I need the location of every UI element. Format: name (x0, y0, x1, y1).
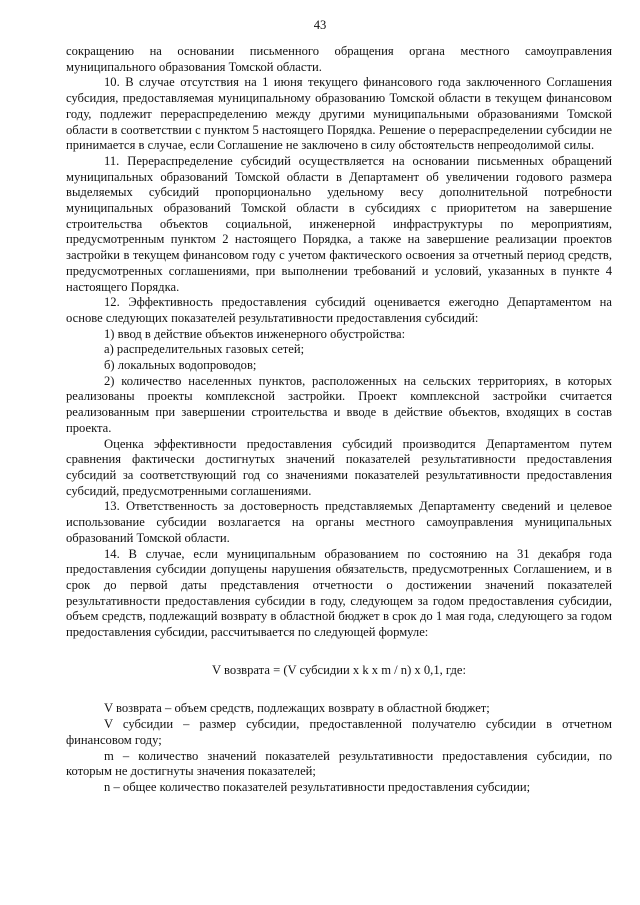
paragraph-evaluation: Оценка эффективности предоставления субсидий производится Департаментом путем сравнения фактически достигнутых значений показателей результативности предоставления субсидий за соответствующий год со значениями показателей результативности предоставления субсидий, предусмотренными соглашениями. (66, 436, 612, 498)
paragraph-item-13: 13. Ответственность за достоверность представляемых Департаменту сведений и целевое использование субсидии возлагается на органы местного самоуправления муниципальных образований Томской области. (66, 499, 612, 545)
list-item-b: б) локальных водопроводов; (104, 358, 257, 373)
list-item-1: 1) ввод в действие объектов инженерного обустройства: (104, 326, 406, 341)
paragraph-item-10: 10. В случае отсутствия на 1 июня текущего финансового года заключенного Соглашения субсидия, предоставляемая муниципальному образованию Томской области в текущем финансовом году, подлежит перераспределению между другими муниципальными образованиями Томской области в соответствии с пунктом 5 настоящего Порядка. Решение о перераспределении субсидии не принимается в случае, если Соглашение не заключено в силу обстоятельств непреодолимой силы. (66, 75, 612, 153)
definition-m: m – количество значений показателей результативности предоставления субсидии, по которым не достигнуты значения показателей; (66, 748, 612, 779)
paragraph-item-12: 12. Эффективность предоставления субсидий оценивается ежегодно Департаментом на основе следующих показателей результативности предоставления субсидий: (66, 295, 612, 325)
paragraph-continuation: сокращению на основании письменного обращения органа местного самоуправления муниципального образования Томской области. (66, 44, 612, 74)
definition-n: n – общее количество показателей результативности предоставления субсидии; (104, 779, 531, 794)
page-number: 43 (313, 18, 327, 32)
paragraph-item-14: 14. В случае, если муниципальным образованием по состоянию на 31 декабря года предоставления субсидии допущены нарушения обязательств, предусмотренных Соглашением, и в срок до первой даты представления отчетности о достижении значений показателей результативности предоставления субсидии в году, следующем за годом предоставления субсидии, объем средств, подлежащий возврату в областной бюджет в срок до 1 мая года, следующего за годом предоставления субсидии, рассчитывается по следующей формуле: (66, 546, 612, 640)
list-item-2: 2) количество населенных пунктов, расположенных на сельских территориях, в которых реализованы проекты комплексной застройки. Проект комплексной застройки считается реализованным при завершении строительства и вводе в действие объектов, входящих в состав проекта. (66, 373, 612, 435)
formula: V возврата = (V субсидии x k x m / n) x 0,1, где: (212, 662, 466, 677)
list-item-a: а) распределительных газовых сетей; (104, 342, 305, 357)
paragraph-item-11: 11. Перераспределение субсидий осуществляется на основании письменных обращений муниципальных образований Томской области в Департамент об увеличении годового размера выделяемых субсидий пропорционально удельному весу дополнительной потребности муниципальных образований Томской области в субсидиях с приоритетом на завершение строительства объектов социальной, инженерной инфраструктуры по мероприятиям, предусмотренным пунктом 2 настоящего Порядка, а также на завершение реализации проектов застройки в текущем финансовом году с учетом фактического освоения за отчетный период средств, предусмотренных соглашениями, при выполнении требований и условий, указанных в пункте 4 настоящего Порядка. (66, 153, 612, 294)
definition-v-return: V возврата – объем средств, подлежащих возврату в областной бюджет; (104, 701, 490, 716)
definition-v-subsidy: V субсидии – размер субсидии, предоставленной получателю субсидии в отчетном финансовом году; (66, 717, 612, 747)
document-body (66, 44, 612, 796)
